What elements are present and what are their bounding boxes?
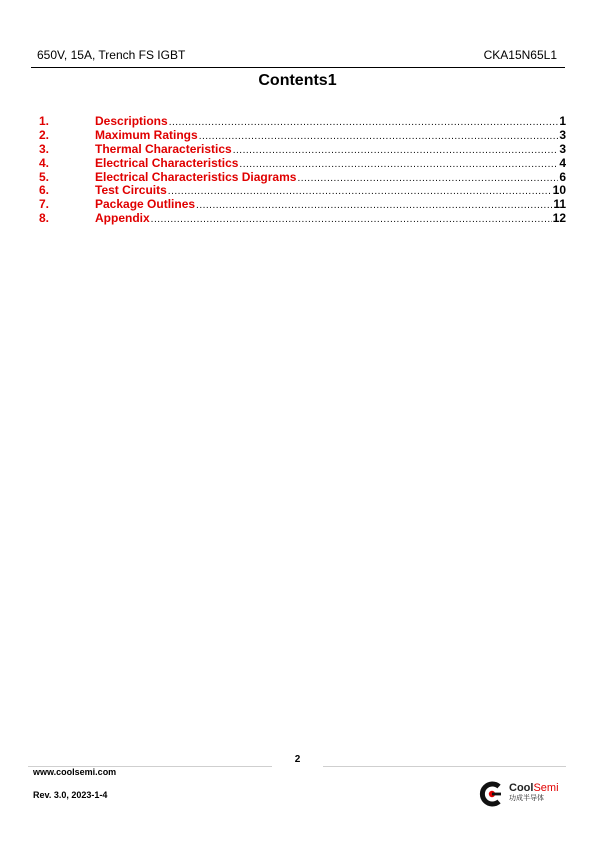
header-left-text: 650V, 15A, Trench FS IGBT [37,48,186,62]
toc-page-number: 10 [552,183,566,198]
toc-title[interactable]: Maximum Ratings [95,127,198,142]
footer-website[interactable]: www.coolsemi.com [33,767,117,777]
toc-leader-dots [297,173,558,184]
coolsemi-logo-icon [479,781,505,807]
logo-cool: Cool [509,782,534,794]
toc-item-test-circuits[interactable] [39,183,566,197]
footer-divider-right [323,766,566,767]
toc-leader-dots [169,117,559,128]
toc-number: 3. [39,141,50,156]
toc-page-number: 4 [559,155,566,170]
toc-number: 5. [39,169,50,184]
toc-leader-dots [168,186,552,197]
toc-item-package-outlines[interactable] [39,197,566,211]
header-divider [31,67,565,68]
toc-number: 1. [39,114,50,128]
toc-leader-dots [196,200,552,211]
page-title: Contents1 [258,72,337,89]
toc-page-number: 3 [559,141,566,156]
toc-item-descriptions[interactable] [39,114,566,128]
toc-item-appendix[interactable] [39,211,566,225]
toc-item-electrical-characteristics[interactable] [39,156,566,170]
toc-item-thermal-characteristics[interactable] [39,142,566,156]
toc-page-number: 6 [559,169,566,184]
toc-page-number: 12 [552,211,566,226]
footer-revision: Rev. 3.0, 2023-1-4 [33,790,108,800]
toc-leader-dots [239,159,558,170]
toc-title[interactable]: Appendix [95,211,150,226]
toc-page-number: 1 [559,114,566,128]
toc-page-number: 3 [559,127,566,142]
page-number: 2 [294,754,301,765]
coolsemi-logo [479,780,565,808]
toc-title[interactable]: Test Circuits [95,183,167,198]
table-of-contents [39,114,566,225]
logo-wordmark [509,782,559,794]
toc-number: 7. [39,197,50,212]
toc-title[interactable]: Descriptions [95,114,168,128]
toc-title[interactable]: Electrical Characteristics [95,155,239,170]
toc-title[interactable]: Thermal Characteristics [95,141,232,156]
toc-leader-dots [199,131,559,142]
toc-item-maximum-ratings[interactable] [39,128,566,142]
toc-title[interactable]: Package Outlines [95,197,196,212]
toc-leader-dots [151,214,552,225]
toc-number: 2. [39,127,50,142]
toc-number: 6. [39,183,50,198]
toc-title[interactable]: Electrical Characteristics Diagrams [95,169,297,184]
toc-leader-dots [233,145,559,156]
toc-number: 8. [39,211,50,226]
logo-subtitle: 功成半导体 [509,795,544,802]
toc-page-number: 11 [553,197,566,212]
toc-number: 4. [39,155,50,170]
logo-semi: Semi [533,782,559,794]
header-right-text: CKA15N65L1 [483,48,557,62]
toc-item-electrical-characteristics-diagrams[interactable] [39,170,566,184]
